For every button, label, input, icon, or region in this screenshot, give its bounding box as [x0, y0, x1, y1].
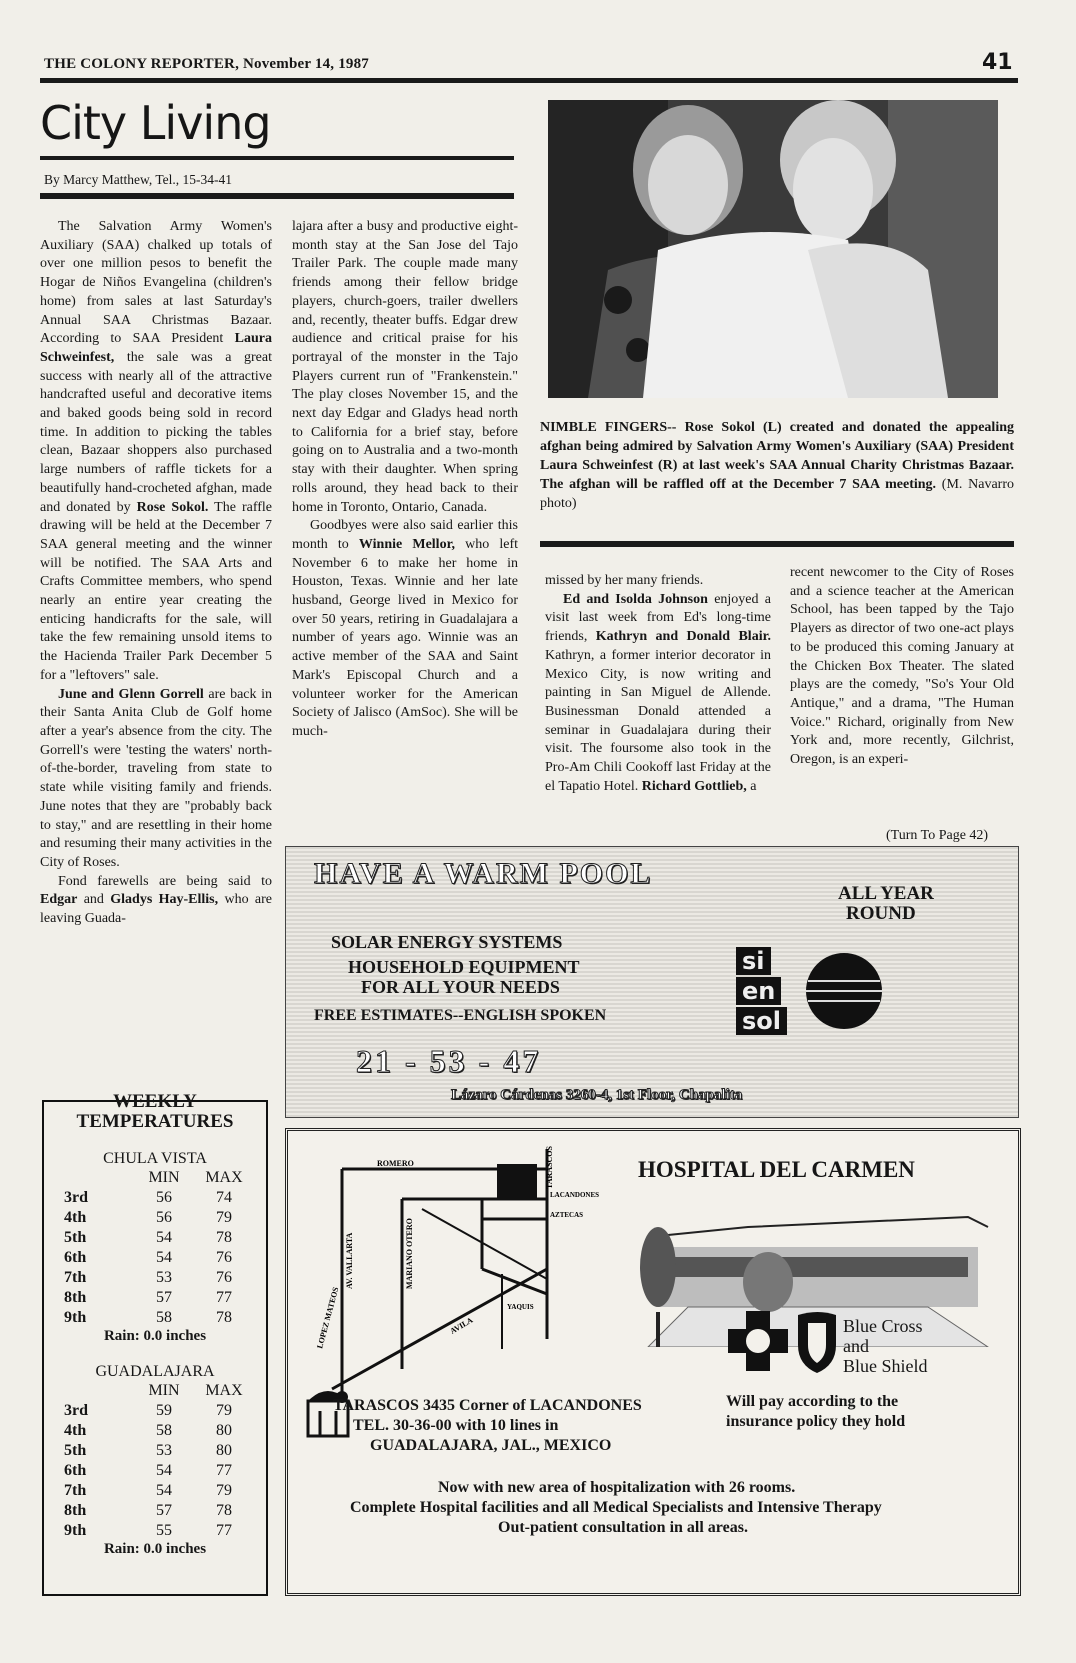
- person-name: Rose Sokol.: [136, 499, 209, 515]
- article-text: who are leaving Guada-: [40, 892, 272, 927]
- section-rule: [40, 156, 514, 160]
- rain-total: Rain: 0.0 inches: [103, 1541, 207, 1557]
- table-row: 8th 57 78: [64, 1502, 232, 1519]
- max-header: MAX: [205, 1169, 243, 1186]
- temperature-table-guadalajara: [64, 1381, 254, 1541]
- table-row: 3rd 59 79: [64, 1402, 232, 1419]
- article-text: Kathryn, a former interior decorator in Mexico City, is now writing and painting in San Miguel de Allende. Businessman Donald attended a seminar in Guadalajara during their visit. The foursome also took in the Pro-Am Chili Cookoff last Friday at the el Tapatio Hotel.: [545, 647, 771, 794]
- map-label: MARIANO OTERO: [405, 1218, 414, 1289]
- weather-title-line2: TEMPERATURES: [76, 1111, 234, 1132]
- temperature-table-chula-vista: [64, 1168, 254, 1328]
- article-text: Fond farewells are being said to: [58, 873, 272, 889]
- map-label: AV. VALLARTA: [345, 1232, 354, 1289]
- section-title: City Living: [40, 96, 271, 150]
- byline: By Marcy Matthew, Tel., 15-34-41: [44, 172, 233, 187]
- ad-phone: 21 - 53 - 47: [356, 1043, 542, 1079]
- article-text: Goodbyes were also said earlier this month to: [292, 518, 518, 552]
- si-en-sol-logo: [736, 947, 856, 1037]
- article-column-2: [292, 218, 518, 858]
- masthead-title: THE COLONY REPORTER, November 14, 1987: [44, 56, 369, 72]
- rain-total: Rain: 0.0 inches: [103, 1328, 207, 1344]
- table-row: 5th 54 78: [64, 1229, 232, 1246]
- article-text: the sale was a great success with nearly all of the attractive handcrafted useful and decorative items and baked goods being sold in record time. In addition to picking the tables clean, Bazaar shoppers also purchased large numbers of raffle tickets for a beautifully hand-crocheted afghan, made and donated by: [40, 349, 272, 515]
- hospital-footer: Now with new area of hospitalization with 26 rooms.: [438, 1479, 796, 1496]
- logo-text: si: [736, 947, 771, 975]
- insurer-name: and: [843, 1336, 869, 1356]
- caption-rule: [540, 541, 1014, 547]
- ad-address: Lázaro Cárdenas 3260-4, 1st Floor, Chapalita: [451, 1087, 743, 1103]
- hospital-footer: Out-patient consultation in all areas.: [498, 1519, 748, 1536]
- ad-tag-line2: ROUND: [846, 903, 916, 924]
- table-row: 4th 56 79: [64, 1209, 232, 1226]
- table-row: 3rd 56 74: [64, 1189, 232, 1206]
- ad-headline: HAVE A WARM POOL: [314, 857, 653, 890]
- insurer-name: Blue Shield: [843, 1356, 928, 1376]
- article-text: who left November 6 to make her home in Houston, Texas. Winnie and her late husband, George lived in Mexico for over 50 years, retiring in Guadalajara a number of years ago. Winnie was an active member of the SAA and Saint Mark's Episcopal Church and a volunteer worker for the American Society of Jalisco (AmSoc). She will be much-: [292, 536, 518, 739]
- logo-text: en: [736, 977, 781, 1005]
- max-header: MAX: [205, 1382, 243, 1399]
- insurance-note: Will pay according to the: [726, 1393, 899, 1410]
- map-label: AVILA: [448, 1315, 475, 1336]
- table-row: 6th 54 76: [64, 1249, 232, 1266]
- hospital-footer: Complete Hospital facilities and all Medical Specialists and Intensive Therapy: [350, 1499, 882, 1516]
- hospital-advertisement: [285, 1128, 1021, 1596]
- map-label: ROMERO: [377, 1159, 414, 1168]
- hospital-address: TARASCOS 3435 Corner of LACANDONES: [333, 1397, 642, 1414]
- person-name: Gladys Hay-Ellis,: [110, 892, 219, 908]
- map-label: LOPEZ MATEOS: [315, 1286, 341, 1350]
- min-header: MIN: [148, 1169, 180, 1186]
- hospital-phone: TEL. 30-36-00 with 10 lines in: [353, 1417, 559, 1434]
- city-name: CHULA VISTA: [103, 1150, 207, 1167]
- min-header: MIN: [148, 1382, 180, 1399]
- weekly-temperatures-box: [42, 1091, 268, 1596]
- article-text: missed by her many friends.: [545, 573, 704, 588]
- article-text: enjoyed a visit last week from Ed's long-time friends,: [545, 591, 771, 645]
- person-name: Winnie Mellor,: [358, 536, 455, 552]
- table-row: 9th 58 78: [64, 1309, 232, 1326]
- photo-caption: [540, 418, 1014, 513]
- article-text: and: [83, 892, 104, 908]
- continued-notice: (Turn To Page 42): [886, 828, 989, 843]
- solar-pool-advertisement: [285, 846, 1019, 1118]
- article-column-3: [545, 572, 771, 852]
- article-column-1: [40, 218, 272, 1096]
- hospital-city: GUADALAJARA, JAL., MEXICO: [370, 1437, 612, 1454]
- person-name: June and Glenn Gorrell: [58, 686, 204, 702]
- map-label: LACANDONES: [550, 1191, 600, 1199]
- article-text: The Salvation Army Women's Auxiliary (SAA) chalked up totals of over one million pesos to benefit the Hogar de Niños Evangelina (children's home) from sales at last Saturday's Annual SAA Christmas Bazaar. According to SAA President: [40, 219, 272, 347]
- blue-cross-blue-shield-logo: [728, 1309, 838, 1375]
- caption-lead: NIMBLE FINGERS--: [540, 420, 677, 435]
- weather-title-line1: WEEKLY: [113, 1091, 197, 1112]
- ad-line: FREE ESTIMATES--ENGLISH SPOKEN: [314, 1007, 607, 1024]
- table-row: 6th 54 77: [64, 1462, 232, 1479]
- logo-text: sol: [736, 1007, 787, 1035]
- insurer-name: Blue Cross: [843, 1316, 923, 1336]
- table-row: 4th 58 80: [64, 1422, 232, 1439]
- table-row: 8th 57 77: [64, 1289, 232, 1306]
- ad-tag-line1: ALL YEAR: [838, 883, 934, 904]
- map-label: TARASCOS: [545, 1146, 554, 1189]
- ad-line: FOR ALL YOUR NEEDS: [361, 977, 560, 997]
- article-text: lajara after a busy and productive eight-month stay at the San Jose del Tajo Trailer Park. The couple made many friends among their fellow bridge players, church-goers, trailer dwellers and, recently, theater buffs. Edgar drew audience and critical praise for his portrayal of the monster in the Tajo Players current run of "Frankenstein." The play closes November 15, and the next day Edgar and Gladys head north to California for a brief stay, before going on to Australia and a two-month stay with their daughter. When spring rolls around, they head back to their home in Toronto, Ontario, Canada.: [292, 219, 518, 515]
- article-text: are back in their Santa Anita Club de Golf home after a year's absence from the city. The Gorrell's were 'testing the waters' north-of-the-border, traveling from state to state while visiting family and friends. June notes that they are "probably back to stay," and are resettling in their home and resuming their many activities in the City of Roses.: [40, 686, 272, 870]
- table-row: 5th 53 80: [64, 1442, 232, 1459]
- person-name: Edgar: [40, 892, 78, 908]
- article-photo: [548, 100, 998, 398]
- person-name: Kathryn and Donald Blair.: [595, 629, 771, 645]
- article-text: recent newcomer to the City of Roses and a science teacher at the American School, has been tapped by the Tajo Players as director of two one-act plays to be produced this coming January at the Chicken Box Theater. The slated plays are the comedy, "So's Your Old Antique," and a drama, "The Human Voice." Richard, originally from New York and, more recently, Gilchrist, Oregon, is an experi-: [790, 565, 1014, 768]
- photo-credit: (M. Navarro photo): [540, 477, 1014, 511]
- map-label: YAQUIS: [507, 1303, 534, 1311]
- article-text: The raffle drawing will be held at the December 7 SAA general meeting and the winner will be notified. The SAA Arts and Crafts Committee members, who spend nearly an entire year creating the enticing handicrafts for the sale, will take the few remaining unsold items to the Hacienda Trailer Park December 5 for a "leftovers" sale.: [40, 499, 272, 683]
- ad-line: HOUSEHOLD EQUIPMENT: [348, 957, 580, 977]
- page-number: 41: [982, 50, 1013, 75]
- table-row: 7th 54 79: [64, 1482, 232, 1499]
- person-name: Ed and Isolda Johnson: [563, 591, 708, 607]
- hospital-name: HOSPITAL DEL CARMEN: [638, 1157, 915, 1182]
- table-row: 9th 55 77: [64, 1522, 232, 1539]
- article-text: a: [750, 778, 757, 794]
- map-label: AZTECAS: [550, 1211, 584, 1219]
- masthead-rule: [40, 78, 1018, 83]
- caption-text: Rose Sokol (L) created and donated the appealing afghan being admired by Salvation Army Women's Auxiliary (SAA) President Laura Schweinfest (R) at last week's SAA Annual Charity Christmas Bazaar. The afghan will be raffled off at the December 7 SAA meeting.: [540, 420, 1014, 492]
- city-name: GUADALAJARA: [95, 1363, 215, 1380]
- person-name: Laura Schweinfest,: [40, 331, 272, 365]
- article-column-4: [790, 564, 1014, 814]
- photo-image: [548, 100, 998, 398]
- byline-rule: [40, 193, 514, 199]
- sun-icon: [804, 951, 884, 1031]
- ad-line: SOLAR ENERGY SYSTEMS: [331, 932, 563, 952]
- table-row: 7th 53 76: [64, 1269, 232, 1286]
- person-name: Richard Gottlieb,: [641, 778, 747, 794]
- insurance-note: insurance policy they hold: [726, 1413, 906, 1430]
